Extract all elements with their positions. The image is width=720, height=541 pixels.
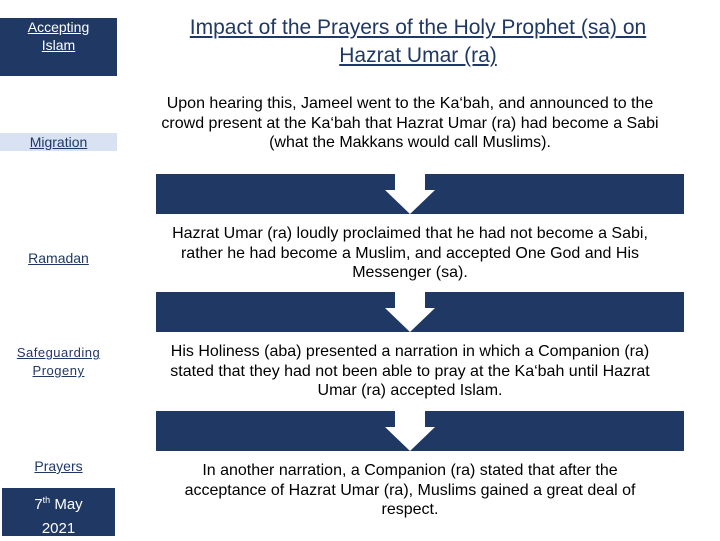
sidebar [0, 0, 117, 540]
sidebar-item-label: Progeny [32, 363, 85, 378]
date-suffix: th [42, 495, 51, 505]
sidebar-item-migration[interactable]: Migration [0, 133, 117, 151]
down-arrow-icon [385, 292, 435, 332]
date-badge [2, 488, 115, 536]
date-month: May [54, 496, 83, 513]
step-text: Upon hearing this, Jameel went to the Ka‘bah, and announced to the crowd present at the Ka‘bah that Hazrat Umar (ra) had become a Sabi (what the Makkans would call Muslims). [161, 95, 659, 151]
sidebar-item-label: Safeguarding [16, 345, 101, 360]
step-text: His Holiness (aba) presented a narration in which a Companion (ra) stated that they had not been able to pray at the Ka‘bah until Hazrat Umar (ra) accepted Islam. [170, 343, 650, 399]
page-title[interactable] [122, 14, 714, 70]
sidebar-item-ramadan[interactable]: Ramadan [0, 249, 117, 267]
sidebar-item-prayers[interactable]: Prayers [0, 457, 117, 475]
page-title-line: Hazrat Umar (ra) [339, 44, 497, 67]
page-title-line: Impact of the Prayers of the Holy Prophet (sa) on [189, 16, 647, 39]
date-day: 7 [34, 496, 43, 513]
down-arrow-icon [385, 174, 435, 214]
sidebar-item-safeguarding-progeny[interactable] [0, 344, 117, 380]
down-arrow-icon [385, 411, 435, 451]
sidebar-item-label: Islam [41, 37, 76, 53]
step-text: In another narration, a Companion (ra) stated that after the acceptance of Hazrat Umar (ra), Muslims gained a great deal of respect. [184, 462, 636, 518]
date-year: 2021 [41, 520, 76, 537]
sidebar-item-accepting-islam[interactable] [0, 18, 117, 76]
step-text: Hazrat Umar (ra) loudly proclaimed that he had not become a Sabi, rather he had become a Muslim, and accepted One God and His Messenger (sa). [172, 225, 648, 281]
sidebar-item-label: Accepting [27, 19, 90, 35]
